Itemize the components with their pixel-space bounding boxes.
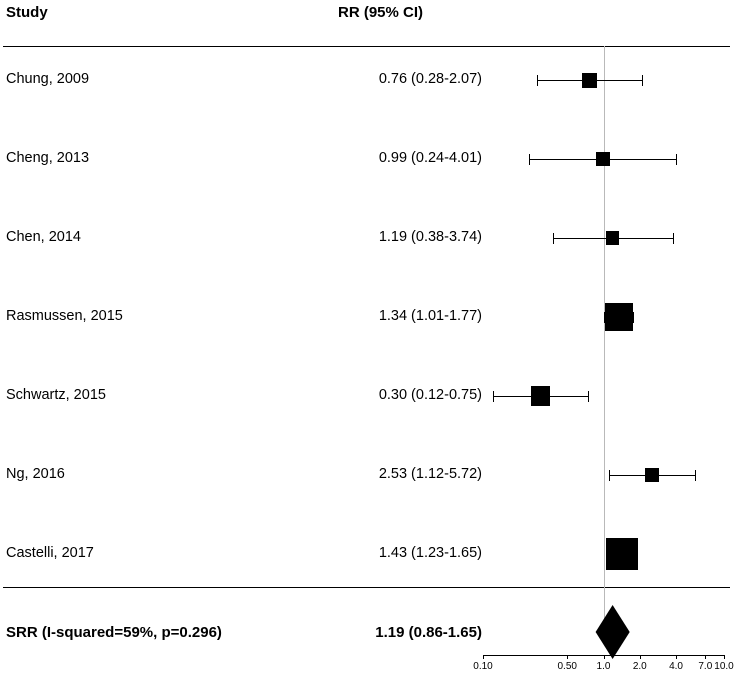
column-header-effect: RR (95% CI) (338, 4, 424, 21)
confidence-interval-cap (695, 470, 696, 481)
effect-marker-box (582, 73, 597, 88)
confidence-interval-cap (609, 470, 610, 481)
x-axis-tick-label: 7.0 (698, 661, 713, 672)
confidence-interval-cap (529, 154, 530, 165)
study-label: Cheng, 2013 (6, 150, 90, 166)
effect-marker-box (605, 303, 633, 331)
x-axis-tick-label: 4.0 (669, 661, 683, 672)
effect-marker-box (606, 538, 638, 570)
confidence-interval-cap (642, 75, 643, 86)
x-axis-tick (724, 655, 725, 659)
study-estimate: 1.43 (1.23-1.65) (378, 545, 482, 561)
confidence-interval-cap (633, 312, 634, 323)
column-header-study: Study (6, 4, 48, 21)
effect-marker-box (531, 386, 550, 405)
effect-marker-box (596, 152, 610, 166)
study-estimate: 1.34 (1.01-1.77) (378, 308, 482, 324)
study-estimate: 0.30 (0.12-0.75) (378, 387, 482, 403)
x-axis-tick (567, 655, 568, 659)
x-axis-tick-label: 1.0 (596, 661, 611, 672)
x-axis-tick (705, 655, 706, 659)
study-estimate: 1.19 (0.38-3.74) (378, 229, 482, 245)
confidence-interval-cap (673, 233, 674, 244)
study-label: Chen, 2014 (6, 229, 81, 245)
summary-diamond (478, 592, 736, 672)
study-estimate: 0.99 (0.24-4.01) (378, 150, 482, 166)
study-label: Ng, 2016 (6, 466, 65, 482)
confidence-interval-cap (676, 154, 677, 165)
x-axis-tick-label: 0.50 (557, 661, 577, 672)
plot-area (473, 46, 736, 699)
study-estimate: 2.53 (1.12-5.72) (378, 466, 482, 482)
x-axis-tick-label: 2.0 (632, 661, 647, 672)
x-axis-tick (676, 655, 677, 659)
x-axis-tick-label: 0.10 (473, 661, 493, 672)
effect-marker-box (645, 468, 659, 482)
study-label: Rasmussen, 2015 (6, 308, 123, 324)
x-axis-tick (640, 655, 641, 659)
study-label: Castelli, 2017 (6, 545, 94, 561)
x-axis-tick-label: 10.0 (714, 661, 734, 672)
effect-marker-box (606, 231, 620, 245)
confidence-interval-cap (493, 391, 494, 402)
study-label: Chung, 2009 (6, 71, 90, 87)
null-effect-line (604, 46, 605, 641)
study-label: Schwartz, 2015 (6, 387, 106, 403)
summary-estimate: 1.19 (0.86-1.65) (375, 624, 482, 641)
x-axis-tick (483, 655, 484, 659)
confidence-interval-cap (537, 75, 538, 86)
confidence-interval-cap (553, 233, 554, 244)
study-estimate: 0.76 (0.28-2.07) (378, 71, 482, 87)
summary-label: SRR (I-squared=59%, p=0.296) (6, 624, 222, 641)
confidence-interval-cap (588, 391, 589, 402)
x-axis-tick (604, 655, 605, 659)
